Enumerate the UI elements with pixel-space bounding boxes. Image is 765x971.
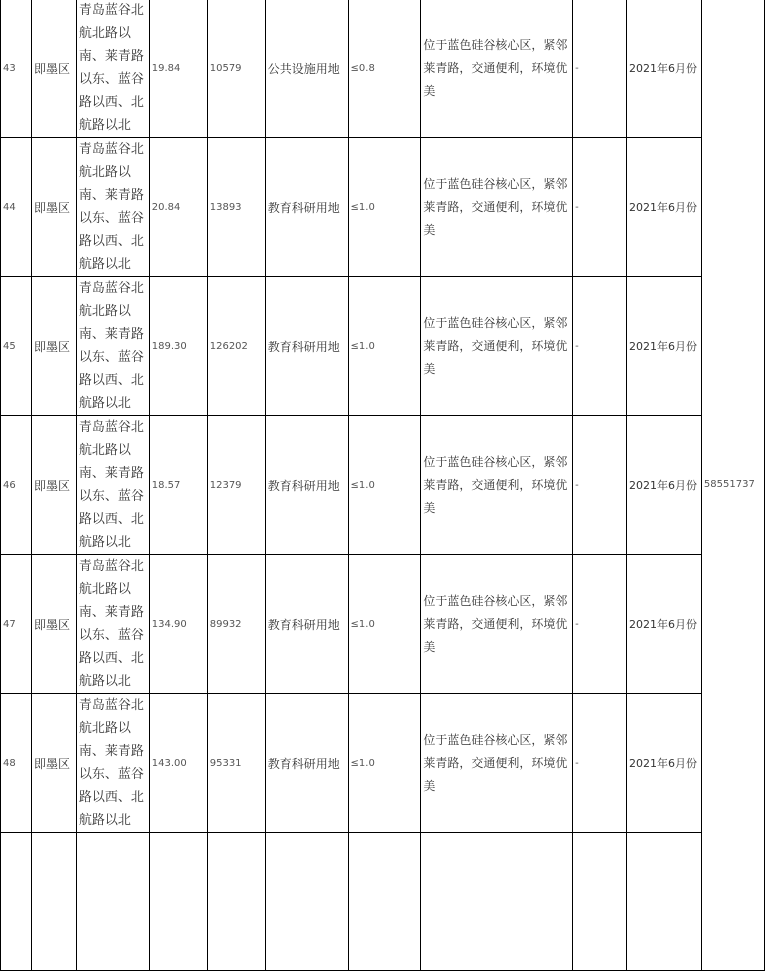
- contact-cell: 58551737: [701, 0, 764, 971]
- table-body: [1, 0, 765, 971]
- table-row: [1, 694, 765, 833]
- area-m2-cell: 10579: [207, 0, 265, 138]
- location-cell: 青岛蓝谷北航北路以南、莱青路以东、蓝谷路以西、北航路以北: [76, 694, 149, 833]
- time-cell: 2021年6月份: [627, 694, 702, 833]
- extra-cell: -: [573, 277, 627, 416]
- blank-cell: [573, 833, 627, 971]
- table-row: [1, 277, 765, 416]
- land-use-cell: 教育科研用地: [265, 555, 348, 694]
- time-cell: 2021年6月份: [627, 0, 702, 138]
- area-m2-cell: 89932: [207, 555, 265, 694]
- description-cell: 位于蓝色硅谷核心区，紧邻莱青路，交通便利，环境优美: [421, 0, 573, 138]
- description-cell: 位于蓝色硅谷核心区，紧邻莱青路，交通便利，环境优美: [421, 138, 573, 277]
- blank-cell: [31, 833, 76, 971]
- row-number: 43: [1, 0, 32, 138]
- extra-cell: -: [573, 416, 627, 555]
- blank-cell: [265, 833, 348, 971]
- description-cell: 位于蓝色硅谷核心区，紧邻莱青路，交通便利，环境优美: [421, 694, 573, 833]
- location-cell: 青岛蓝谷北航北路以南、莱青路以东、蓝谷路以西、北航路以北: [76, 0, 149, 138]
- extra-cell: -: [573, 694, 627, 833]
- area-m2-cell: 12379: [207, 416, 265, 555]
- blank-cell: [149, 833, 207, 971]
- district-cell: 即墨区: [31, 416, 76, 555]
- location-cell: 青岛蓝谷北航北路以南、莱青路以东、蓝谷路以西、北航路以北: [76, 277, 149, 416]
- blank-cell: [207, 833, 265, 971]
- description-cell: 位于蓝色硅谷核心区，紧邻莱青路，交通便利，环境优美: [421, 555, 573, 694]
- row-number: 45: [1, 277, 32, 416]
- description-cell: 位于蓝色硅谷核心区，紧邻莱青路，交通便利，环境优美: [421, 416, 573, 555]
- district-cell: 即墨区: [31, 555, 76, 694]
- area-m2-cell: 126202: [207, 277, 265, 416]
- row-number: 44: [1, 138, 32, 277]
- district-cell: 即墨区: [31, 0, 76, 138]
- land-use-cell: 教育科研用地: [265, 416, 348, 555]
- area-cell: 134.90: [149, 555, 207, 694]
- district-cell: 即墨区: [31, 138, 76, 277]
- district-cell: 即墨区: [31, 694, 76, 833]
- area-cell: 189.30: [149, 277, 207, 416]
- location-cell: 青岛蓝谷北航北路以南、莱青路以东、蓝谷路以西、北航路以北: [76, 138, 149, 277]
- table-row: [1, 555, 765, 694]
- extra-cell: -: [573, 0, 627, 138]
- far-cell: ≤1.0: [348, 416, 421, 555]
- blank-cell: [1, 833, 32, 971]
- area-cell: 19.84: [149, 0, 207, 138]
- land-use-cell: 教育科研用地: [265, 694, 348, 833]
- district-cell: 即墨区: [31, 277, 76, 416]
- blank-cell: [76, 833, 149, 971]
- time-cell: 2021年6月份: [627, 277, 702, 416]
- far-cell: ≤0.8: [348, 0, 421, 138]
- area-m2-cell: 95331: [207, 694, 265, 833]
- area-cell: 20.84: [149, 138, 207, 277]
- table-row: [1, 416, 765, 555]
- blank-cell: [627, 833, 702, 971]
- area-cell: 143.00: [149, 694, 207, 833]
- land-use-cell: 教育科研用地: [265, 277, 348, 416]
- row-number: 46: [1, 416, 32, 555]
- far-cell: ≤1.0: [348, 277, 421, 416]
- location-cell: 青岛蓝谷北航北路以南、莱青路以东、蓝谷路以西、北航路以北: [76, 555, 149, 694]
- time-cell: 2021年6月份: [627, 138, 702, 277]
- blank-cell: [421, 833, 573, 971]
- far-cell: ≤1.0: [348, 555, 421, 694]
- table-row-partial: [1, 833, 765, 971]
- far-cell: ≤1.0: [348, 694, 421, 833]
- time-cell: 2021年6月份: [627, 555, 702, 694]
- land-use-cell: 公共设施用地: [265, 0, 348, 138]
- far-cell: ≤1.0: [348, 138, 421, 277]
- extra-cell: -: [573, 138, 627, 277]
- table-row: [1, 0, 765, 138]
- description-cell: 位于蓝色硅谷核心区，紧邻莱青路，交通便利，环境优美: [421, 277, 573, 416]
- blank-cell: [348, 833, 421, 971]
- area-cell: 18.57: [149, 416, 207, 555]
- table-row: [1, 138, 765, 277]
- location-cell: 青岛蓝谷北航北路以南、莱青路以东、蓝谷路以西、北航路以北: [76, 416, 149, 555]
- land-use-cell: 教育科研用地: [265, 138, 348, 277]
- extra-cell: -: [573, 555, 627, 694]
- time-cell: 2021年6月份: [627, 416, 702, 555]
- row-number: 47: [1, 555, 32, 694]
- row-number: 48: [1, 694, 32, 833]
- area-m2-cell: 13893: [207, 138, 265, 277]
